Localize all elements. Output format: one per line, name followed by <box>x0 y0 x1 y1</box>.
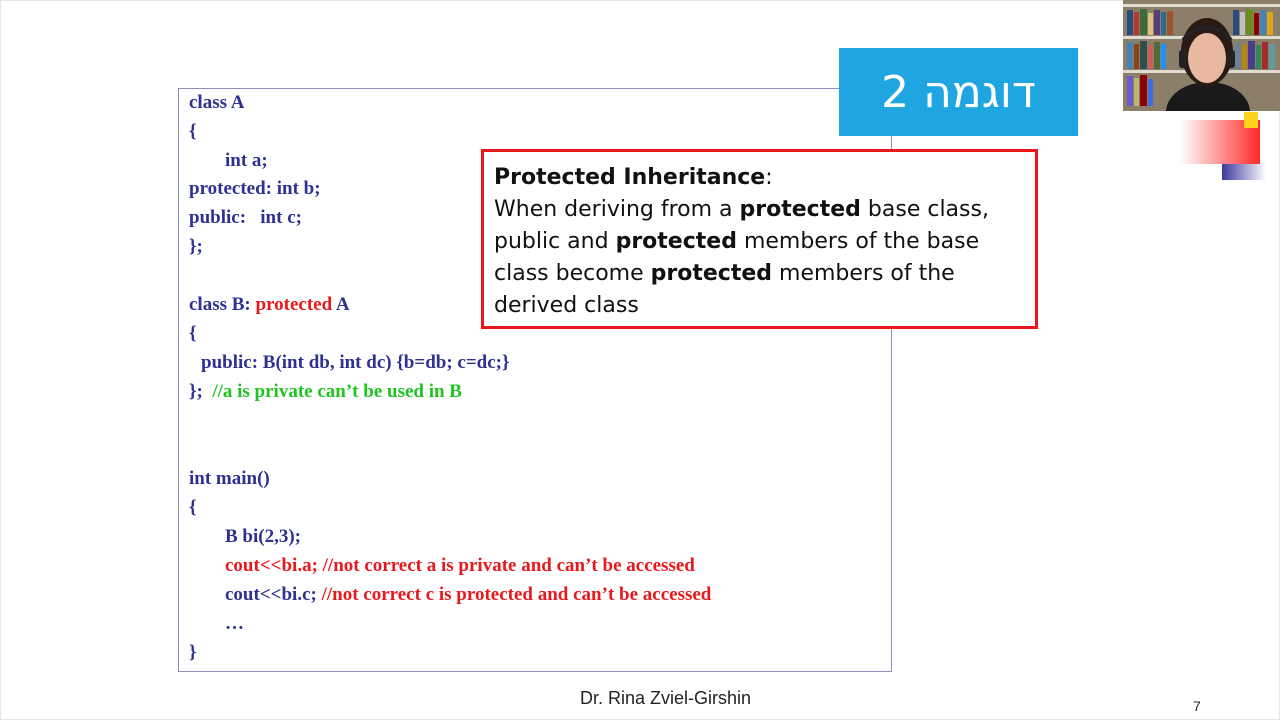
code-line: protected: int b; <box>189 178 321 199</box>
code-text: A <box>332 294 350 315</box>
code-line: int main() <box>189 468 270 489</box>
code-line: { <box>189 121 197 142</box>
code-line: { <box>189 323 197 344</box>
code-line <box>189 294 350 316</box>
presenter-webcam <box>1123 0 1280 111</box>
code-comment-error: //not correct c is protected and can’t be accessed <box>321 584 712 605</box>
definition-heading: Protected Inheritance <box>494 165 766 190</box>
code-line: public: B(int db, int dc) {b=db; c=dc;} <box>201 352 510 373</box>
definition-text: members of the base class become <box>494 229 980 286</box>
code-line: { <box>189 497 197 518</box>
code-text: }; <box>189 381 213 402</box>
code-line: public: int c; <box>189 207 302 228</box>
slide-footer: Dr. Rina Zviel-Girshin <box>580 688 752 708</box>
code-comment: //a is private can’t be used in B <box>212 381 462 402</box>
code-line <box>225 584 711 606</box>
code-line: int a; <box>225 150 268 171</box>
code-line: } <box>189 642 197 663</box>
code-line <box>189 381 462 403</box>
code-line: B bi(2,3); <box>225 526 301 547</box>
definition-box <box>481 149 1038 329</box>
definition-text: members of the derived class <box>494 261 955 318</box>
page-number: 7 <box>1193 698 1201 714</box>
code-line-error: cout<<bi.a; //not correct a is private and can’t be accessed <box>225 555 695 576</box>
code-text: class B: <box>189 294 256 315</box>
definition-text: When deriving from a <box>494 197 740 222</box>
code-line: }; <box>189 236 203 257</box>
code-text: cout<<bi.c; <box>225 584 322 605</box>
definition-keyword: protected <box>615 229 737 254</box>
code-line: class A <box>189 92 245 113</box>
definition-keyword: protected <box>739 197 861 222</box>
protected-keyword: protected <box>255 294 333 315</box>
definition-keyword: protected <box>650 261 773 286</box>
definition-text: base class, public and <box>494 197 989 254</box>
definition-colon: : <box>765 165 773 190</box>
slide-title: דוגמה 2 <box>839 48 1078 136</box>
code-line: … <box>225 613 244 634</box>
decorative-blue-block <box>1222 164 1266 180</box>
decorative-yellow-block <box>1244 112 1258 128</box>
webcam-image <box>1123 0 1280 111</box>
